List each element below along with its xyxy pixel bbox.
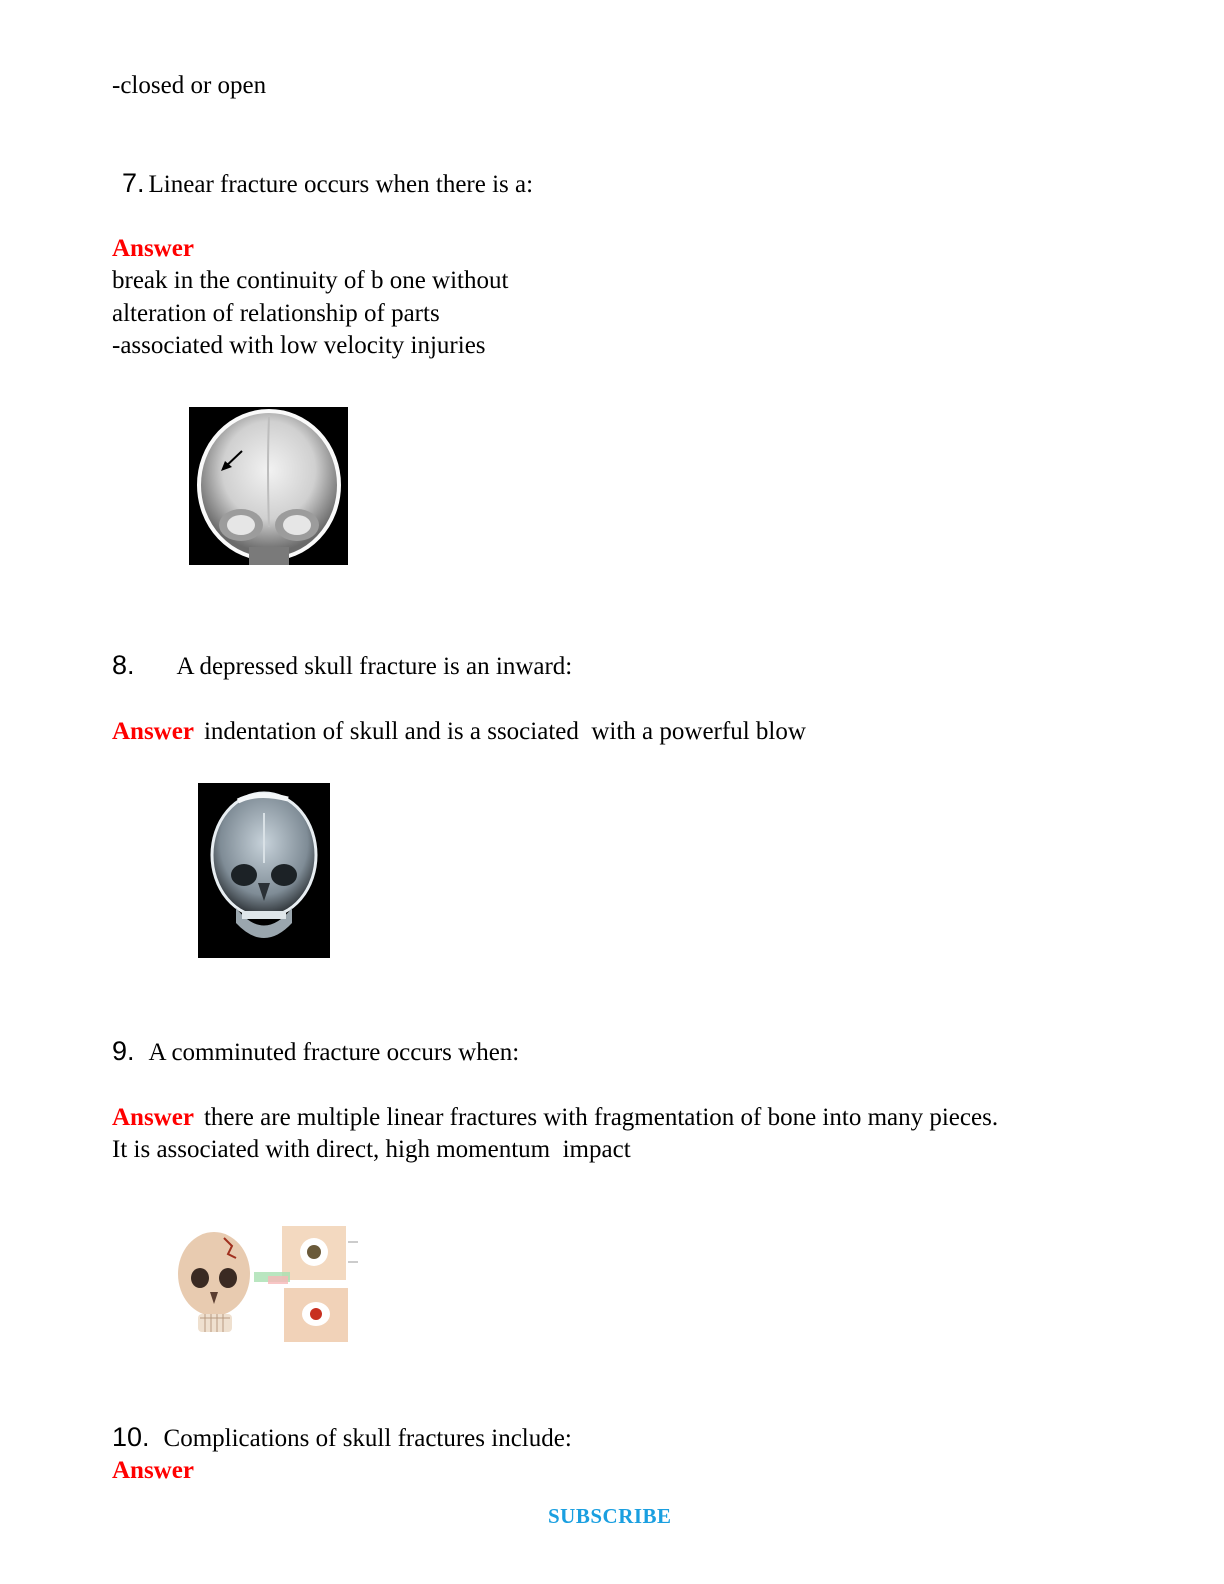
question-8-answer-label: Answer: [112, 718, 194, 745]
question-10-number: 10.: [112, 1422, 150, 1452]
question-9-answer-line-2: It is associated with direct, high momentum impact: [112, 1136, 631, 1163]
question-7-answer-line-2: alteration of relationship of parts: [112, 300, 440, 327]
subscribe-link[interactable]: SUBSCRIBE: [548, 1504, 672, 1528]
question-7-number: 7.: [122, 168, 145, 198]
question-9-answer-label: Answer: [112, 1104, 194, 1131]
question-8-answer-text: indentation of skull and is a ssociated with a powerful blow: [203, 718, 806, 745]
question-7-answer-line-3: -associated with low velocity injuries: [112, 332, 486, 359]
skull-xray-linear-fracture-image: [189, 407, 348, 565]
question-8-text: A depressed skull fracture is an inward:: [176, 653, 573, 680]
question-8: [112, 650, 572, 683]
question-8-answer: [112, 716, 806, 748]
question-9-answer-line-1: there are multiple linear fractures with fragmentation of bone into many pieces.: [203, 1104, 999, 1131]
closed-or-open-text: -closed or open: [112, 72, 267, 99]
question-10-text: Complications of skull fractures include:: [163, 1425, 572, 1452]
question-9-text: A comminuted fracture occurs when:: [148, 1039, 520, 1066]
question-9-answer: [112, 1102, 998, 1134]
question-7: [122, 168, 533, 201]
question-7-answer-line-1: break in the continuity of b one without: [112, 267, 509, 294]
question-9: [112, 1036, 519, 1069]
question-10: [112, 1422, 572, 1455]
question-10-answer-label: Answer: [112, 1457, 194, 1484]
skull-xray-depressed-fracture-image: [198, 783, 330, 958]
question-7-text: Linear fracture occurs when there is a:: [148, 171, 534, 198]
question-9-number: 9.: [112, 1036, 135, 1066]
question-7-answer-label: Answer: [112, 235, 194, 262]
question-8-number: 8.: [112, 650, 135, 680]
skull-comminuted-fracture-illustration: [172, 1222, 362, 1350]
